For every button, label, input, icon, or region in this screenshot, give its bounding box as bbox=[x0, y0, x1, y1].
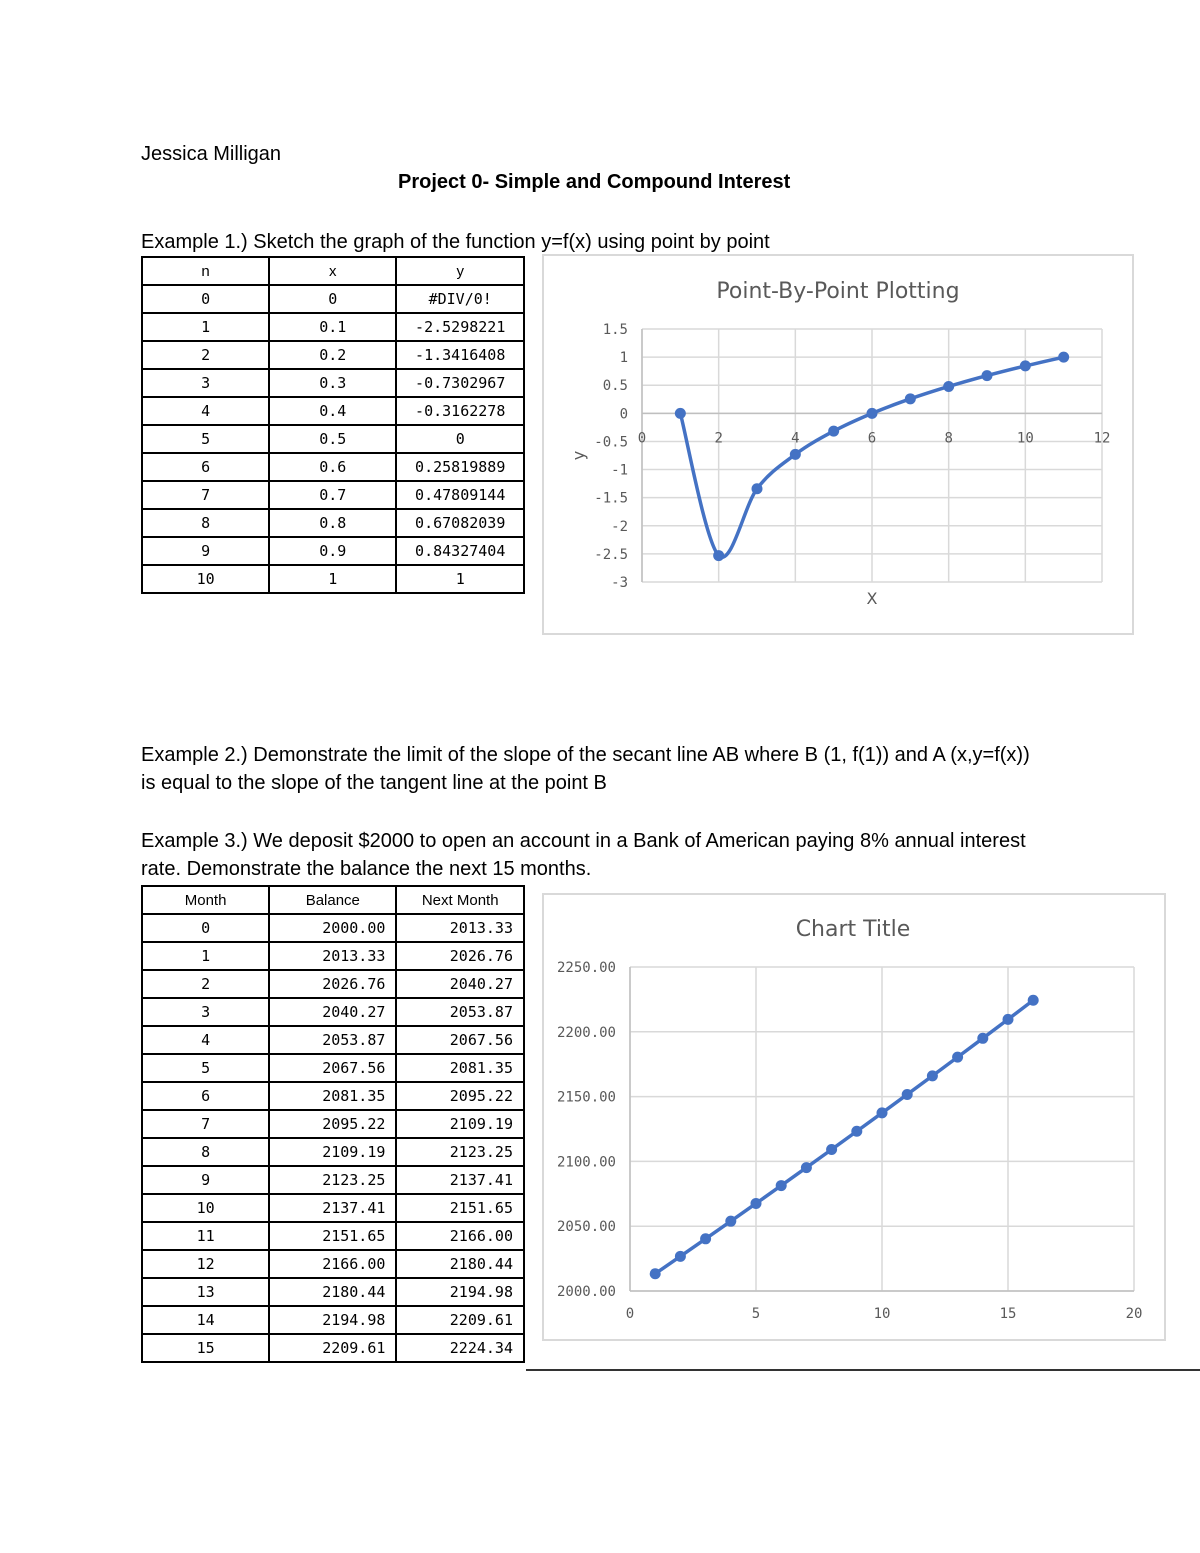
table-cell: 2137.41 bbox=[269, 1194, 396, 1222]
table-cell: 13 bbox=[142, 1278, 269, 1306]
data-point bbox=[776, 1180, 787, 1191]
table-row bbox=[142, 914, 524, 942]
table-row bbox=[142, 397, 524, 425]
table-cell: 0 bbox=[142, 285, 269, 313]
table-row bbox=[142, 481, 524, 509]
table-row bbox=[142, 1334, 524, 1362]
table-cell: 2000.00 bbox=[269, 914, 396, 942]
point-by-point-chart-svg bbox=[544, 256, 1132, 633]
table-cell: 0.67082039 bbox=[396, 509, 524, 537]
data-point bbox=[952, 1052, 963, 1063]
x-tick-label: 4 bbox=[791, 430, 800, 447]
data-point bbox=[790, 449, 801, 460]
data-point bbox=[977, 1033, 988, 1044]
table-cell: 0.7 bbox=[269, 481, 396, 509]
x-tick-label: 0 bbox=[637, 430, 647, 447]
data-point bbox=[943, 381, 954, 392]
data-point bbox=[1058, 352, 1069, 363]
table-row bbox=[142, 1306, 524, 1334]
y-tick-label: 2050.00 bbox=[556, 1219, 616, 1236]
table-row bbox=[142, 565, 524, 593]
data-point bbox=[801, 1162, 812, 1173]
table-cell: 2209.61 bbox=[269, 1334, 396, 1362]
table-row bbox=[142, 369, 524, 397]
table-cell: 2053.87 bbox=[269, 1026, 396, 1054]
table-cell: 9 bbox=[142, 537, 269, 565]
header-x: x bbox=[269, 257, 396, 285]
table-cell: 0 bbox=[269, 285, 396, 313]
table-row bbox=[142, 1194, 524, 1222]
table-cell: 2040.27 bbox=[269, 998, 396, 1026]
example-3-text: Example 3.) We deposit $2000 to open an account in a Bank of American paying 8% annual interest rate. Demonstrate the balance the next 15 months. bbox=[141, 830, 1026, 880]
project-title: Project 0- Simple and Compound Interest bbox=[398, 171, 791, 193]
chart-title: Point-By-Point Plotting bbox=[716, 279, 960, 304]
table-cell: 2053.87 bbox=[396, 998, 524, 1026]
table-cell: 9 bbox=[142, 1166, 269, 1194]
table-cell: 7 bbox=[142, 1110, 269, 1138]
table-cell: 2026.76 bbox=[269, 970, 396, 998]
table-cell: 2026.76 bbox=[396, 942, 524, 970]
table-cell: 0.5 bbox=[269, 425, 396, 453]
y-tick-label: -2 bbox=[611, 518, 628, 535]
table-row bbox=[142, 1166, 524, 1194]
data-point bbox=[877, 1107, 888, 1118]
x-axis-title: X bbox=[866, 589, 878, 608]
table-cell: 0.4 bbox=[269, 397, 396, 425]
table-row bbox=[142, 341, 524, 369]
table-cell: 0.3 bbox=[269, 369, 396, 397]
table-cell: -0.3162278 bbox=[396, 397, 524, 425]
x-tick-label: 20 bbox=[1125, 1306, 1143, 1322]
table-cell: -2.5298221 bbox=[396, 313, 524, 341]
table-row bbox=[142, 970, 524, 998]
data-point bbox=[826, 1144, 837, 1155]
x-tick-label: 12 bbox=[1093, 430, 1111, 447]
table-cell: 3 bbox=[142, 369, 269, 397]
table-row bbox=[142, 1222, 524, 1250]
table-row bbox=[142, 425, 524, 453]
table-cell: #DIV/0! bbox=[396, 285, 524, 313]
table-cell: 2166.00 bbox=[269, 1250, 396, 1278]
data-point bbox=[1028, 995, 1039, 1006]
data-point bbox=[905, 393, 916, 404]
table-cell: 2081.35 bbox=[396, 1054, 524, 1082]
horizontal-divider bbox=[526, 1369, 1200, 1371]
table-cell: 12 bbox=[142, 1250, 269, 1278]
table-row bbox=[142, 1110, 524, 1138]
x-tick-label: 5 bbox=[751, 1306, 761, 1322]
table-header-row bbox=[142, 886, 524, 914]
data-point bbox=[828, 426, 839, 437]
table-cell: 2095.22 bbox=[269, 1110, 396, 1138]
table-cell: 4 bbox=[142, 397, 269, 425]
table-cell: 2 bbox=[142, 970, 269, 998]
table-cell: 2194.98 bbox=[396, 1278, 524, 1306]
table-cell: 2013.33 bbox=[396, 914, 524, 942]
data-point bbox=[867, 408, 878, 419]
x-tick-label: 2 bbox=[714, 430, 723, 447]
table-cell: 2040.27 bbox=[396, 970, 524, 998]
table-cell: 2151.65 bbox=[396, 1194, 524, 1222]
table-cell: 0.2 bbox=[269, 341, 396, 369]
table-cell: 2151.65 bbox=[269, 1222, 396, 1250]
table-row bbox=[142, 1278, 524, 1306]
data-point bbox=[902, 1089, 913, 1100]
data-point bbox=[751, 1198, 762, 1209]
table-cell: 2224.34 bbox=[396, 1334, 524, 1362]
table-cell: 1 bbox=[142, 313, 269, 341]
table-cell: 4 bbox=[142, 1026, 269, 1054]
table-cell: 6 bbox=[142, 453, 269, 481]
table-row bbox=[142, 453, 524, 481]
table-cell: 2067.56 bbox=[396, 1026, 524, 1054]
point-table bbox=[141, 256, 525, 594]
example-1-text: Example 1.) Sketch the graph of the function y=f(x) using point by point bbox=[141, 231, 770, 253]
table-cell: 8 bbox=[142, 1138, 269, 1166]
table-cell: 10 bbox=[142, 565, 269, 593]
table-cell: 7 bbox=[142, 481, 269, 509]
table-cell: 8 bbox=[142, 509, 269, 537]
x-tick-label: 10 bbox=[873, 1306, 891, 1322]
table-cell: -1.3416408 bbox=[396, 341, 524, 369]
y-tick-label: -1.5 bbox=[594, 490, 628, 507]
y-tick-label: -3 bbox=[611, 575, 628, 591]
table-cell: 2109.19 bbox=[269, 1138, 396, 1166]
table-row bbox=[142, 942, 524, 970]
y-tick-label: -2.5 bbox=[594, 546, 628, 563]
table-cell: 15 bbox=[142, 1334, 269, 1362]
table-cell: 2 bbox=[142, 341, 269, 369]
y-axis-title: y bbox=[569, 450, 588, 461]
x-tick-label: 10 bbox=[1016, 430, 1034, 447]
table-cell: 14 bbox=[142, 1306, 269, 1334]
table-cell: 2123.25 bbox=[396, 1138, 524, 1166]
header-next-month: Next Month bbox=[396, 886, 524, 914]
table-row bbox=[142, 313, 524, 341]
table-cell: 1 bbox=[396, 565, 524, 593]
point-by-point-chart bbox=[542, 254, 1134, 635]
data-point bbox=[675, 1251, 686, 1262]
balance-chart bbox=[542, 893, 1166, 1341]
table-cell: 2209.61 bbox=[396, 1306, 524, 1334]
data-point bbox=[700, 1233, 711, 1244]
data-point bbox=[675, 408, 686, 419]
table-cell: 2095.22 bbox=[396, 1082, 524, 1110]
series-line bbox=[655, 1000, 1033, 1273]
table-cell: 2180.44 bbox=[396, 1250, 524, 1278]
y-tick-label: -0.5 bbox=[594, 434, 628, 451]
y-tick-label: 2000.00 bbox=[556, 1284, 616, 1300]
table-cell: 2194.98 bbox=[269, 1306, 396, 1334]
data-point bbox=[752, 483, 763, 494]
data-point bbox=[713, 550, 724, 561]
table-cell: 2180.44 bbox=[269, 1278, 396, 1306]
table-cell: 0.6 bbox=[269, 453, 396, 481]
table-cell: 2137.41 bbox=[396, 1166, 524, 1194]
table-row bbox=[142, 998, 524, 1026]
table-cell: -0.7302967 bbox=[396, 369, 524, 397]
author-name: Jessica Milligan bbox=[141, 143, 282, 165]
data-point bbox=[927, 1070, 938, 1081]
table-cell: 0 bbox=[396, 425, 524, 453]
table-cell: 0.1 bbox=[269, 313, 396, 341]
header-n: n bbox=[142, 257, 269, 285]
table-row bbox=[142, 1082, 524, 1110]
balance-chart-svg bbox=[544, 895, 1164, 1339]
header-y: y bbox=[396, 257, 524, 285]
table-cell: 2081.35 bbox=[269, 1082, 396, 1110]
table-cell: 0 bbox=[142, 914, 269, 942]
y-tick-label: 1.5 bbox=[602, 322, 628, 338]
table-cell: 0.25819889 bbox=[396, 453, 524, 481]
table-cell: 3 bbox=[142, 998, 269, 1026]
table-cell: 0.8 bbox=[269, 509, 396, 537]
y-tick-label: 0 bbox=[619, 406, 628, 423]
table-cell: 2067.56 bbox=[269, 1054, 396, 1082]
y-tick-label: -1 bbox=[611, 462, 628, 479]
y-tick-label: 2150.00 bbox=[556, 1089, 616, 1106]
table-row bbox=[142, 1054, 524, 1082]
example-2-text: Example 2.) Demonstrate the limit of the slope of the secant line AB where B (1, f(1)) and A (x,y=f(x)) is equal to the slope of the tangent line at the point B bbox=[141, 744, 1030, 794]
table-cell: 5 bbox=[142, 1054, 269, 1082]
table-cell: 2123.25 bbox=[269, 1166, 396, 1194]
y-tick-label: 2250.00 bbox=[556, 960, 616, 976]
data-point bbox=[1020, 360, 1031, 371]
table-cell: 0.84327404 bbox=[396, 537, 524, 565]
header-month: Month bbox=[142, 886, 269, 914]
table-cell: 1 bbox=[142, 942, 269, 970]
table-row bbox=[142, 509, 524, 537]
y-tick-label: 2200.00 bbox=[556, 1024, 616, 1041]
y-tick-label: 1 bbox=[619, 350, 628, 367]
table-row bbox=[142, 537, 524, 565]
table-cell: 2109.19 bbox=[396, 1110, 524, 1138]
header-balance: Balance bbox=[269, 886, 396, 914]
chart-title: Chart Title bbox=[795, 917, 911, 942]
x-tick-label: 15 bbox=[999, 1306, 1017, 1322]
data-point bbox=[982, 370, 993, 381]
data-point bbox=[725, 1216, 736, 1227]
balance-table bbox=[141, 885, 525, 1363]
table-row bbox=[142, 1250, 524, 1278]
table-cell: 2013.33 bbox=[269, 942, 396, 970]
data-point bbox=[1003, 1014, 1014, 1025]
table-cell: 5 bbox=[142, 425, 269, 453]
data-point bbox=[650, 1268, 661, 1279]
table-row bbox=[142, 285, 524, 313]
data-point bbox=[851, 1126, 862, 1137]
table-cell: 6 bbox=[142, 1082, 269, 1110]
y-tick-label: 2100.00 bbox=[556, 1154, 616, 1171]
table-cell: 10 bbox=[142, 1194, 269, 1222]
table-cell: 11 bbox=[142, 1222, 269, 1250]
table-cell: 1 bbox=[269, 565, 396, 593]
x-tick-label: 8 bbox=[944, 430, 953, 447]
table-row bbox=[142, 1026, 524, 1054]
table-row bbox=[142, 1138, 524, 1166]
x-tick-label: 0 bbox=[625, 1306, 635, 1322]
y-tick-label: 0.5 bbox=[602, 378, 628, 395]
x-tick-label: 6 bbox=[867, 430, 877, 447]
table-cell: 0.9 bbox=[269, 537, 396, 565]
table-cell: 0.47809144 bbox=[396, 481, 524, 509]
table-cell: 2166.00 bbox=[396, 1222, 524, 1250]
table-header-row bbox=[142, 257, 524, 285]
